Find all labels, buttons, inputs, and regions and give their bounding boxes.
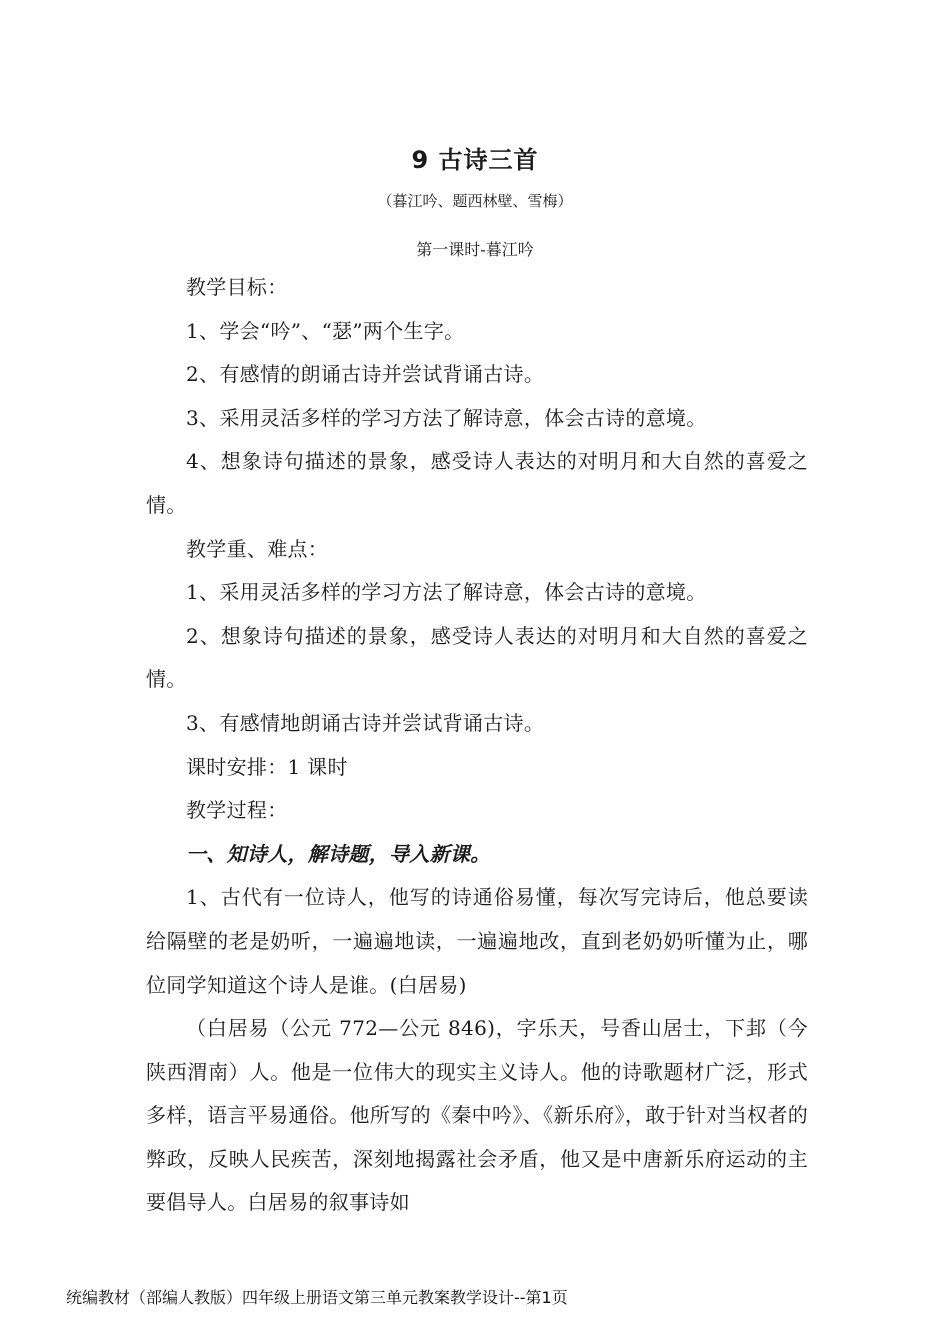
objective-item: 2、有感情的朗诵古诗并尝试背诵古诗。 [186,362,545,387]
lesson-heading: 第一课时-暮江吟 [416,240,534,259]
process-step-heading: 一、知诗人，解诗题，导入新课。 [186,841,491,866]
body-paragraph: （白居易（公元 772—公元 846)，字乐天，号香山居士，下邽（今陕西渭南）人。他是一位伟大的现实主义诗人。他的诗歌题材广泛，形式多样，语言平易通俗。他所写的《秦中吟》、《新乐府》，敢于针对当权者的弊政，反映人民疾苦，深刻地揭露社会矛盾，他又是中唐新乐府运动的主要倡导人。白居易的叙事诗如 [146,1016,808,1215]
page-footer: 统编教材（部编人教版）四年级上册语文第三单元教案教学设计--第1页 [66,1288,568,1307]
section-label-key-points: 教学重、难点： [186,536,329,561]
key-point-item: 1、采用灵活多样的学习方法了解诗意，体会古诗的意境。 [186,580,707,605]
objective-item: 1、学会“吟”、“瑟”两个生字。 [186,318,465,343]
key-point-item: 2、想象诗句描述的景象，感受诗人表达的对明月和大自然的喜爱之情。 [146,623,808,692]
body-paragraph: 1、古代有一位诗人，他写的诗通俗易懂，每次写完诗后，他总要读给隔壁的老是奶听，一遍遍地读，一遍遍地改，直到老奶奶听懂为止，哪位同学知道这个诗人是谁。(白居易) [146,885,808,997]
objective-item: 3、采用灵活多样的学习方法了解诗意，体会古诗的意境。 [186,405,707,430]
objective-item: 4、想象诗句描述的景象，感受诗人表达的对明月和大自然的喜爱之情。 [146,449,808,517]
document-subtitle: （暮江吟、题西林壁、雪梅） [377,192,573,210]
document-body [146,266,808,1225]
schedule-line: 课时安排：1 课时 [186,754,348,779]
section-label-process: 教学过程： [186,798,288,823]
document-title: 9 古诗三首 [411,146,539,174]
key-point-item: 3、有感情地朗诵古诗并尝试背诵古诗。 [186,710,545,735]
section-label-objectives: 教学目标： [186,275,288,299]
